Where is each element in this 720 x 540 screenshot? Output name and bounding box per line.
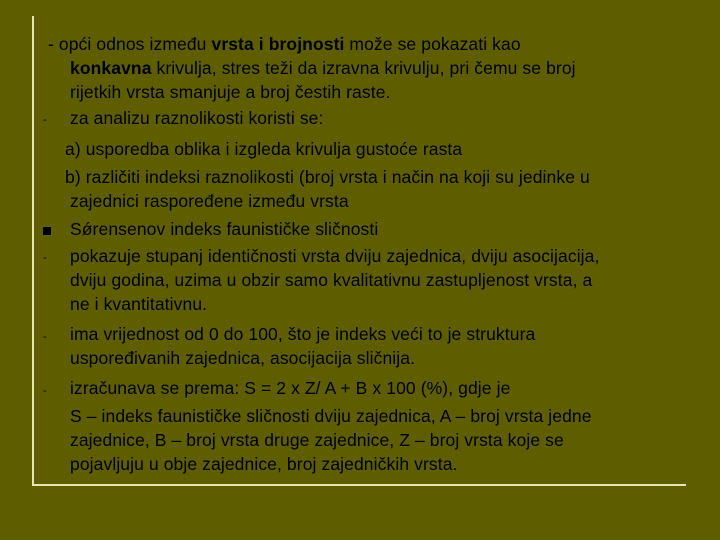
bold-phrase: vrsta i brojnosti (211, 34, 345, 54)
text-line-1: - opći odnos između vrsta i brojnosti može se pokazati kao (48, 34, 521, 54)
text-line-11: ne i kvantitativnu. (70, 294, 208, 314)
text-line-14: izračunava se prema: S = 2 x Z/ A + B x 100 (%), gdje je (70, 378, 511, 398)
text-line-6: b) različiti indeksi raznolikosti (broj vrsta i način na koji su jedinke u (65, 167, 590, 187)
text-line-5: a) usporedba oblika i izgleda krivulja gustoće rasta (65, 139, 463, 159)
frame-bottom-line (32, 484, 686, 486)
text-line-8: Sǿrensenov indeks faunističke sličnosti (70, 219, 379, 239)
text-line-13: uspoređivanih zajednica, asocijacija sličnija. (70, 348, 416, 368)
text-line-3: rijetkih vrsta smanjuje a broj čestih raste. (70, 82, 391, 102)
dash-marker: - (43, 331, 47, 343)
text-line-10: dviju godina, uzima u obzir samo kvalitativnu zastupljenost vrsta, a (70, 270, 593, 290)
text-line-9: pokazuje stupanj identičnosti vrsta dviju zajednica, dviju asocijacija, (70, 246, 600, 266)
dash-marker: - (43, 385, 47, 397)
square-bullet-icon (43, 227, 51, 235)
text-line-15: S – indeks faunističke sličnosti dviju zajednica, A – broj vrsta jedne (70, 406, 592, 426)
dash-marker: - (43, 114, 47, 126)
text-line-17: pojavljuju u obje zajednice, broj zajedničkih vrsta. (70, 454, 458, 474)
text-line-12: ima vrijednost od 0 do 100, što je indeks veći to je struktura (70, 324, 536, 344)
text-line-16: zajednice, B – broj vrsta druge zajednice, Z – broj vrsta koje se (70, 430, 564, 450)
bold-word: konkavna (70, 58, 152, 78)
text-line-7: zajednici raspoređene između vrsta (70, 191, 349, 211)
frame-left-line (32, 16, 34, 486)
text-line-4: za analizu raznolikosti koristi se: (70, 108, 324, 128)
dash-marker: - (43, 252, 47, 264)
text-line-2: konkavna krivulja, stres teži da izravna krivulju, pri čemu se broj (70, 58, 576, 78)
